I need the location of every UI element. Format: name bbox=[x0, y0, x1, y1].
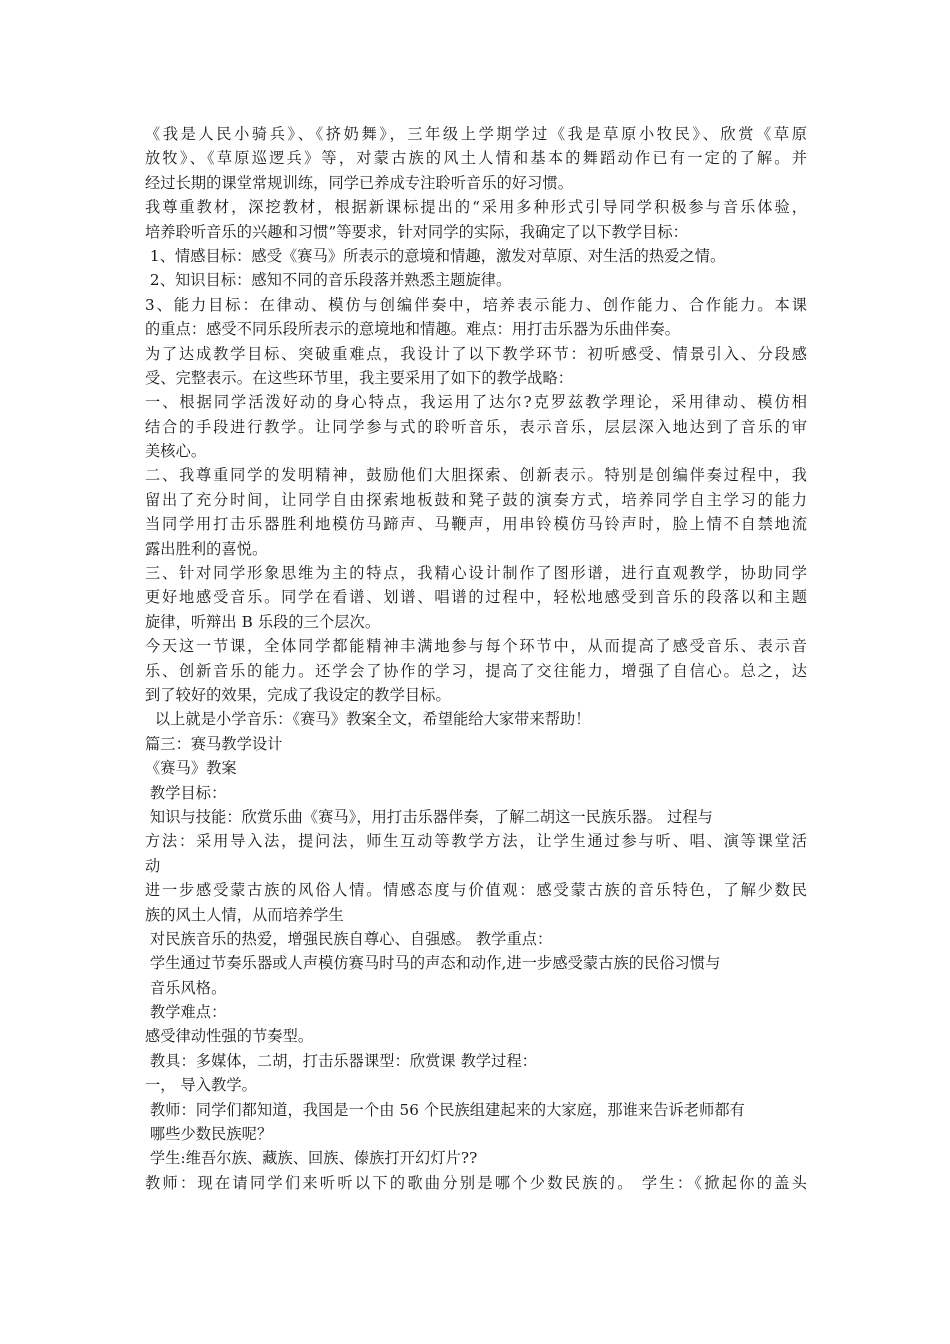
text-line: 的重点：感受不同乐段所表示的意境地和情趣。难点：用打击乐器为乐曲伴奏。 bbox=[145, 320, 681, 339]
text-line: 教师：现在请同学们来听听以下的歌曲分别是哪个少数民族的。 学生：《掀起你的盖头 bbox=[145, 1173, 807, 1192]
text-line: 教具：多媒体，二胡，打击乐器课型：欣赏课 教学过程： bbox=[145, 1051, 538, 1070]
text-line: 《赛马》教案 bbox=[145, 759, 237, 778]
text-line: 今天这一节课，全体同学都能精神丰满地参与每个环节中，从而提高了感受音乐、表示音 bbox=[145, 637, 807, 656]
text-line: 当同学用打击乐器胜利地模仿马蹄声、马鞭声，用串铃模仿马铃声时，脸上情不自禁地流 bbox=[145, 515, 807, 534]
text-line: 学生通过节奏乐器或人声模仿赛马时马的声态和动作,进一步感受蒙古族的民俗习惯与 bbox=[145, 954, 721, 973]
text-line: 教学目标： bbox=[145, 783, 227, 802]
text-line: 一、根据同学活泼好动的身心特点，我运用了达尔?克罗兹教学理论，采用律动、模仿相 bbox=[145, 393, 807, 412]
text-line: 音乐风格。 bbox=[145, 978, 227, 997]
document-body bbox=[145, 122, 807, 1195]
text-line: 为了达成教学目标、突破重难点，我设计了以下教学环节：初听感受、情景引入、分段感 bbox=[145, 344, 807, 363]
text-line: 放牧》、《草原巡逻兵》等，对蒙古族的风土人情和基本的舞蹈动作已有一定的了解。并 bbox=[145, 149, 807, 168]
text-line: 结合的手段进行教学。让同学参与式的聆听音乐，表示音乐，层层深入地达到了音乐的审 bbox=[145, 417, 807, 436]
text-line: 族的风土人情，从而培养学生 bbox=[145, 905, 344, 924]
text-line: 乐、创新音乐的能力。还学会了协作的学习，提高了交往能力，增强了自信心。总之，达 bbox=[145, 661, 807, 680]
text-line: 旋律，听辩出 B 乐段的三个层次。 bbox=[145, 612, 381, 631]
text-line: 对民族音乐的热爱，增强民族自尊心、自强感。 教学重点： bbox=[145, 929, 553, 948]
text-line: 学生:维吾尔族、藏族、回族、傣族打开幻灯片?? bbox=[145, 1149, 478, 1168]
text-line: 培养聆听音乐的兴趣和习惯”等要求，针对同学的实际，我确定了以下教学目标： bbox=[145, 222, 688, 241]
text-line: 露出胜利的喜悦。 bbox=[145, 539, 268, 558]
text-line: 教学难点： bbox=[145, 1003, 227, 1022]
text-line: 动 bbox=[145, 856, 161, 875]
text-line: 经过长期的课堂常规训练，同学已养成专注聆听音乐的好习惯。 bbox=[145, 173, 574, 192]
text-line: 以上就是小学音乐：《赛马》教案全文，希望能给大家带来帮助！ bbox=[145, 710, 591, 729]
text-line: 三、针对同学形象思维为主的特点，我精心设计制作了图形谱，进行直观教学，协助同学 bbox=[145, 564, 807, 583]
text-line: 受、完整表示。在这些环节里，我主要采用了如下的教学战略： bbox=[145, 368, 574, 387]
text-line: 二、我尊重同学的发明精神，鼓励他们大胆探索、创新表示。特别是创编伴奏过程中，我 bbox=[145, 466, 807, 485]
text-line: 美核心。 bbox=[145, 442, 207, 461]
text-line: 哪些少数民族呢？ bbox=[145, 1125, 273, 1144]
text-line: 留出了充分时间，让同学自由探索地板鼓和凳子鼓的演奏方式，培养同学自主学习的能力 bbox=[145, 490, 807, 509]
text-line: 更好地感受音乐。同学在看谱、划谱、唱谱的过程中，轻松地感受到音乐的段落以和主题 bbox=[145, 588, 807, 607]
text-line: 进一步感受蒙古族的风俗人情。情感态度与价值观：感受蒙古族的音乐特色，了解少数民 bbox=[145, 881, 807, 900]
text-line: 2、知识目标：感知不同的音乐段落并熟悉主题旋律。 bbox=[145, 271, 512, 290]
text-line: 一， 导入教学。 bbox=[145, 1076, 257, 1095]
text-line: 教师：同学们都知道，我国是一个由 56 个民族组建起来的大家庭，那谁来告诉老师都有 bbox=[145, 1100, 745, 1119]
text-line: 3、能力目标：在律动、模仿与创编伴奏中，培养表示能力、创作能力、合作能力。本课 bbox=[145, 295, 807, 314]
text-line: 1、情感目标：感受《赛马》所表示的意境和情趣，激发对草原、对生活的热爱之情。 bbox=[145, 246, 726, 265]
text-line: 知识与技能：欣赏乐曲《赛马》，用打击乐器伴奏，了解二胡这一民族乐器。 过程与 bbox=[145, 807, 713, 826]
text-line: 感受律动性强的节奏型。 bbox=[145, 1027, 314, 1046]
text-line: 方法：采用导入法，提问法，师生互动等教学方法，让学生通过参与听、唱、演等课堂活 bbox=[145, 832, 807, 851]
text-line: 我尊重教材，深挖教材，根据新课标提出的“采用多种形式引导同学积极参与音乐体验， bbox=[145, 198, 807, 217]
text-line: 到了较好的效果，完成了我设定的教学目标。 bbox=[145, 685, 451, 704]
text-line: 篇三：赛马教学设计 bbox=[145, 734, 283, 753]
text-line: 《我是人民小骑兵》、《挤奶舞》，三年级上学期学过《我是草原小牧民》、欣赏《草原 bbox=[145, 125, 807, 143]
